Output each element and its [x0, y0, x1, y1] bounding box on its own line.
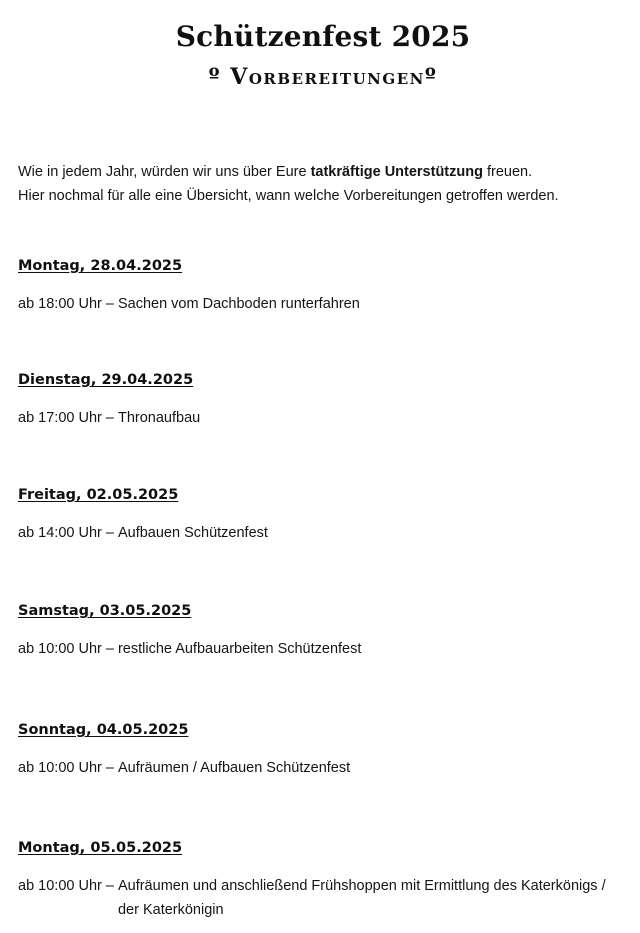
task-line	[18, 406, 628, 430]
task-separator: –	[101, 878, 118, 894]
task-description: Aufräumen und anschließend Frühshoppen mit Ermittlung des Katerkönigs / der Katerkönigin	[117, 878, 606, 918]
task-description: Sachen vom Dachboden runterfahren	[117, 296, 360, 312]
schedule-entry	[18, 369, 628, 430]
page-subtitle: º Vorbereitungenº	[208, 64, 438, 90]
intro-line-1-bold: tatkräftige Unterstützung	[310, 164, 483, 180]
schedule-entry	[18, 600, 628, 661]
task-description: Aufräumen / Aufbauen Schützenfest	[117, 760, 351, 776]
task-description: Thronaufbau	[117, 410, 201, 426]
task-time: ab 10:00 Uhr	[18, 760, 102, 776]
day-heading: Samstag, 03.05.2025	[18, 603, 192, 619]
intro-line-1-suffix: freuen.	[482, 164, 533, 180]
intro-line-1	[18, 160, 633, 184]
task-description: Aufbauen Schützenfest	[117, 525, 268, 541]
task-time: ab 14:00 Uhr	[18, 525, 102, 541]
day-heading: Sonntag, 04.05.2025	[18, 722, 189, 738]
task-separator: –	[101, 525, 118, 541]
schedule-entry	[18, 484, 628, 545]
day-heading: Montag, 05.05.2025	[18, 840, 183, 856]
task-line	[18, 874, 628, 922]
task-line	[18, 521, 628, 545]
day-heading: Montag, 28.04.2025	[18, 258, 183, 274]
day-heading: Freitag, 02.05.2025	[18, 487, 179, 503]
day-heading: Dienstag, 29.04.2025	[18, 372, 194, 388]
task-line	[18, 292, 628, 316]
task-description: restliche Aufbauarbeiten Schützenfest	[117, 641, 362, 657]
task-separator: –	[101, 410, 118, 426]
intro-text	[18, 160, 633, 208]
schedule-entry	[18, 255, 628, 316]
intro-line-1-prefix: Wie in jedem Jahr, würden wir uns über Eure	[18, 164, 311, 180]
task-line	[18, 756, 628, 780]
schedule-entry	[18, 837, 628, 922]
schedule-entry	[18, 719, 628, 780]
task-separator: –	[101, 296, 118, 312]
task-time: ab 10:00 Uhr	[18, 878, 102, 894]
task-separator: –	[101, 641, 118, 657]
task-line	[18, 637, 628, 661]
task-time: ab 10:00 Uhr	[18, 641, 102, 657]
page-title: Schützenfest 2025	[175, 20, 471, 53]
task-separator: –	[101, 760, 118, 776]
task-time: ab 17:00 Uhr	[18, 410, 102, 426]
intro-line-2: Hier nochmal für alle eine Übersicht, wann welche Vorbereitungen getroffen werden.	[18, 188, 559, 204]
task-time: ab 18:00 Uhr	[18, 296, 102, 312]
